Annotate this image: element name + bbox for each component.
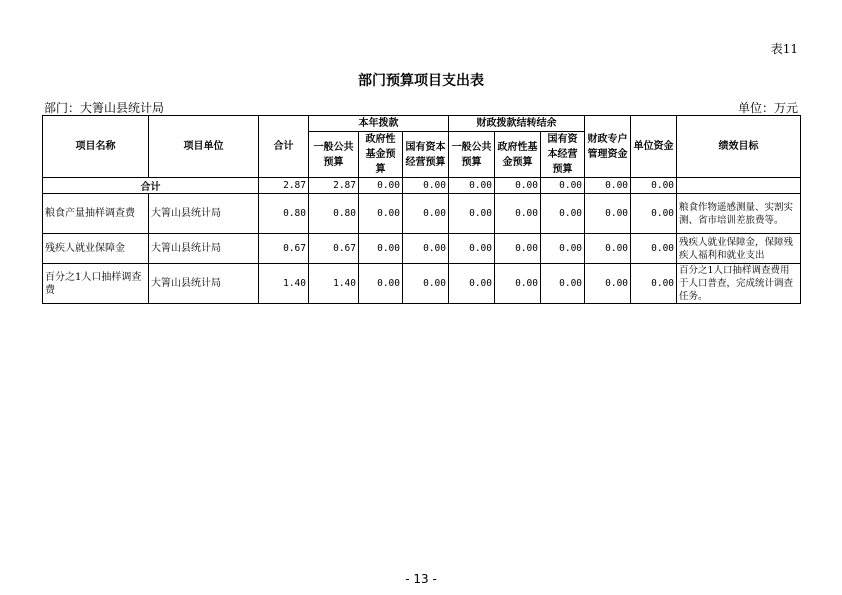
cell-project-unit: 大箐山县统计局 [149, 234, 259, 264]
header-carry-state-capital: 国有资本经营预算 [541, 132, 585, 178]
cell-perf-goal: 百分之1人口抽样调查费用于人口普查，完成统计调查任务。 [677, 264, 801, 304]
cell-value: 0.00 [449, 234, 495, 264]
cell-value: 0.00 [495, 264, 541, 304]
cell-value: 0.00 [359, 194, 403, 234]
cell-value: 0.00 [631, 234, 677, 264]
cell-value: 0.00 [403, 264, 449, 304]
table-row [43, 264, 801, 304]
header-carry-fund-budget: 政府性基金预算 [495, 132, 541, 178]
cell-value: 1.40 [259, 264, 309, 304]
table-row [43, 194, 801, 234]
cell-value: 0.80 [259, 194, 309, 234]
cell-project-unit: 大箐山县统计局 [149, 194, 259, 234]
header-total: 合计 [259, 116, 309, 178]
cell-value: 0.00 [585, 264, 631, 304]
cell-perf-goal: 粮食作物遥感测量、实割实测、省市培训差旅费等。 [677, 194, 801, 234]
table-row [43, 234, 801, 264]
header-perf-goal: 绩效目标 [677, 116, 801, 178]
table-row-total [43, 178, 801, 194]
header-project-name: 项目名称 [43, 116, 149, 178]
cell-value: 0.00 [449, 264, 495, 304]
cell-value: 0.00 [495, 234, 541, 264]
cell-value: 0.80 [309, 194, 359, 234]
header-fund-budget: 政府性基金预算 [359, 132, 403, 178]
cell-value: 0.00 [359, 178, 403, 194]
header-project-unit: 项目单位 [149, 116, 259, 178]
cell-value: 0.00 [495, 178, 541, 194]
page-title: 部门预算项目支出表 [358, 73, 484, 89]
cell-value: 2.87 [259, 178, 309, 194]
cell-value: 0.00 [585, 234, 631, 264]
cell-value: 0.00 [585, 194, 631, 234]
cell-value: 0.67 [309, 234, 359, 264]
budget-table [42, 115, 801, 304]
cell-value: 0.00 [359, 264, 403, 304]
cell-value: 0.00 [541, 234, 585, 264]
cell-value: 0.67 [259, 234, 309, 264]
cell-project-name: 百分之1人口抽样调查费 [43, 264, 149, 304]
cell-value: 1.40 [309, 264, 359, 304]
cell-value: 0.00 [449, 178, 495, 194]
total-label: 合计 [43, 178, 259, 194]
cell-value: 0.00 [541, 264, 585, 304]
cell-value: 2.87 [309, 178, 359, 194]
unit-label: 单位：万元 [737, 101, 798, 115]
header-general-budget: 一般公共预算 [309, 132, 359, 178]
cell-value: 0.00 [541, 194, 585, 234]
cell-value: 0.00 [359, 234, 403, 264]
header-fiscal-special: 财政专户管理资金 [585, 116, 631, 178]
cell-value: 0.00 [631, 194, 677, 234]
page-number: - 13 - [405, 572, 437, 586]
cell-value: 0.00 [403, 234, 449, 264]
cell-value: 0.00 [631, 178, 677, 194]
cell-value: 0.00 [541, 178, 585, 194]
cell-value: 0.00 [631, 264, 677, 304]
cell-value: 0.00 [449, 194, 495, 234]
cell-empty [677, 178, 801, 194]
header-carryover: 财政拨款结转结余 [449, 116, 585, 132]
cell-value: 0.00 [585, 178, 631, 194]
cell-project-name: 粮食产量抽样调查费 [43, 194, 149, 234]
cell-project-unit: 大箐山县统计局 [149, 264, 259, 304]
header-state-capital: 国有资本经营预算 [403, 132, 449, 178]
header-this-year: 本年拨款 [309, 116, 449, 132]
header-unit-funds: 单位资金 [631, 116, 677, 178]
department-label: 部门：大箐山县统计局 [44, 101, 165, 115]
cell-perf-goal: 残疾人就业保障金，保障残疾人福利和就业支出 [677, 234, 801, 264]
cell-value: 0.00 [403, 178, 449, 194]
cell-value: 0.00 [495, 194, 541, 234]
table-number: 表11 [770, 42, 798, 56]
cell-value: 0.00 [403, 194, 449, 234]
header-carry-general-budget: 一般公共预算 [449, 132, 495, 178]
cell-project-name: 残疾人就业保障金 [43, 234, 149, 264]
